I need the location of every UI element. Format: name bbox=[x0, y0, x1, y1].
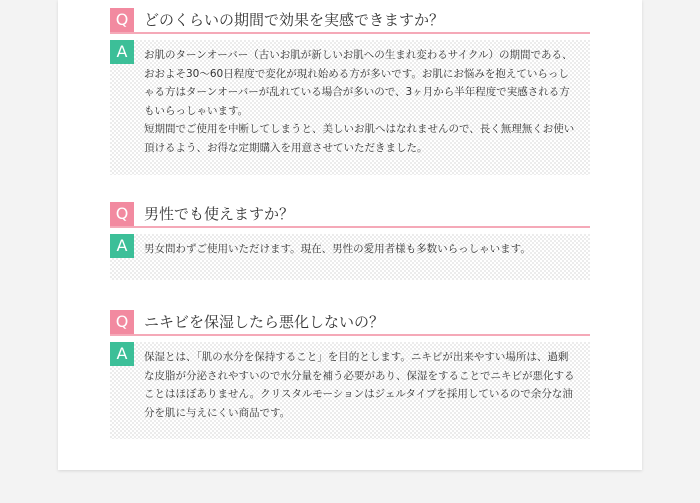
q-badge: Q bbox=[110, 310, 134, 334]
faq-answer bbox=[110, 234, 590, 259]
faq-answer-paragraph: 保湿とは、「肌の水分を保持すること」を目的とします。ニキビが出来やすい場所は、過剰な皮脂が分泌されやすいので水分量を補う必要があり、保湿をすることでニキビが悪化することはほぼありません。クリスタルモーションはジェルタイプを採用しているので余分な油分を肌に与えにくい商品です。 bbox=[144, 351, 575, 419]
faq-answer-block bbox=[110, 234, 590, 280]
faq-item-2 bbox=[110, 200, 590, 280]
q-badge: Q bbox=[110, 8, 134, 32]
faq-question: 男性でも使えますか？ bbox=[144, 205, 295, 223]
faq-question-row bbox=[110, 308, 590, 336]
q-badge: Q bbox=[110, 202, 134, 226]
faq-question-row bbox=[110, 6, 590, 34]
faq-answer-block bbox=[110, 342, 590, 439]
faq-answer bbox=[110, 40, 590, 157]
faq-question: どのくらいの期間で効果を実感できますか？ bbox=[144, 11, 445, 29]
a-badge: A bbox=[110, 40, 134, 64]
faq-answer bbox=[110, 342, 590, 422]
faq-question-row bbox=[110, 200, 590, 228]
faq-answer-paragraph: お肌のターンオーバー（古いお肌が新しいお肌への生まれ変わるサイクル）の期間である、おおよそ30〜60日程度で変化が現れ始める方が多いです。お肌にお悩みを抱えていらっしゃる方はターンオーバーが乱れている場合が多いので、3ヶ月から半年程度で実感される方もいらっしゃいます。 bbox=[144, 49, 573, 117]
faq-item-3 bbox=[110, 308, 590, 439]
faq-answer-paragraph: 短期間でご使用を中断してしまうと、美しいお肌へはなれませんので、長く無理無くお使い頂けるよう、お得な定期購入を用意させていただきました。 bbox=[144, 123, 575, 154]
faq-question: ニキビを保湿したら悪化しないの？ bbox=[144, 313, 385, 331]
faq-item-1 bbox=[110, 6, 590, 175]
faq-answer-paragraph: 男女問わずご使用いただけます。現在、男性の愛用者様も多数いらっしゃいます。 bbox=[144, 243, 531, 255]
faq-answer-block bbox=[110, 40, 590, 175]
a-badge: A bbox=[110, 342, 134, 366]
a-badge: A bbox=[110, 234, 134, 258]
